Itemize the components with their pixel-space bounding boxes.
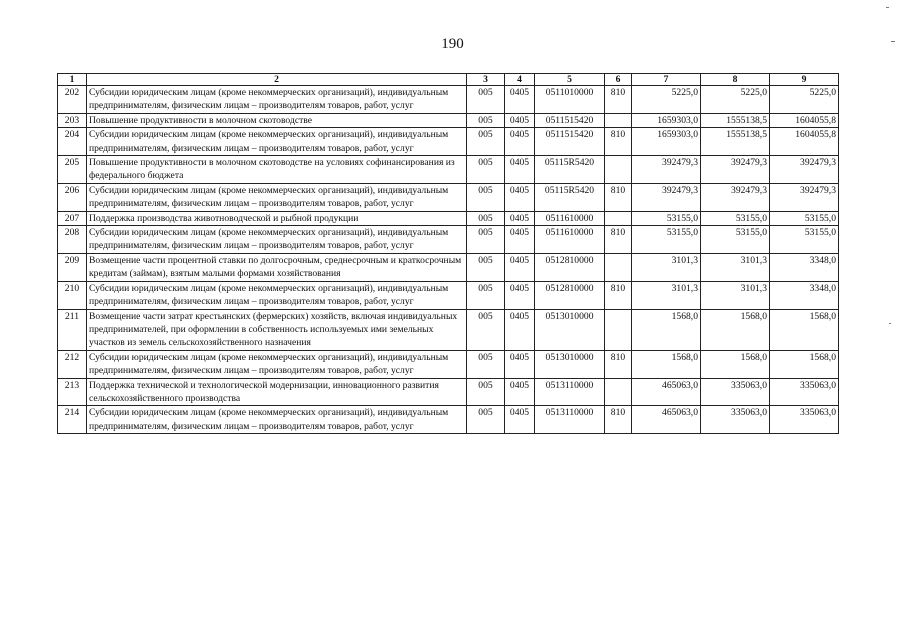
ministry-code-cell: 005 <box>467 226 505 254</box>
amount-cell: 1604055,8 <box>770 128 839 156</box>
amount-cell: 465063,0 <box>632 406 701 434</box>
item-name-cell: Субсидии юридическим лицам (кроме некоммерческих организаций), индивидуальным предпринимателям, физическим лицам – производителям товаров, работ, услуг <box>87 128 467 156</box>
amount-cell: 335063,0 <box>770 378 839 406</box>
item-name-cell: Повышение продуктивности в молочном скотоводстве <box>87 113 467 127</box>
section-code-cell: 0405 <box>505 156 535 184</box>
table-row <box>58 156 839 184</box>
header-cell: 7 <box>632 74 701 86</box>
amount-cell: 1568,0 <box>770 350 839 378</box>
amount-cell: 3348,0 <box>770 253 839 281</box>
amount-cell: 1659303,0 <box>632 128 701 156</box>
amount-cell: 392479,3 <box>701 156 770 184</box>
header-cell: 4 <box>505 74 535 86</box>
row-number-cell: 208 <box>58 226 87 254</box>
amount-cell: 335063,0 <box>701 406 770 434</box>
amount-cell: 1568,0 <box>632 309 701 350</box>
section-code-cell: 0405 <box>505 378 535 406</box>
section-code-cell: 0405 <box>505 113 535 127</box>
row-number-cell: 212 <box>58 350 87 378</box>
target-article-cell: 0513010000 <box>535 309 605 350</box>
scan-speck <box>889 323 891 324</box>
header-cell: 5 <box>535 74 605 86</box>
ministry-code-cell: 005 <box>467 350 505 378</box>
table-row <box>58 113 839 127</box>
ministry-code-cell: 005 <box>467 86 505 114</box>
row-number-cell: 202 <box>58 86 87 114</box>
amount-cell: 1568,0 <box>701 350 770 378</box>
ministry-code-cell: 005 <box>467 309 505 350</box>
header-cell: 1 <box>58 74 87 86</box>
section-code-cell: 0405 <box>505 309 535 350</box>
page-number: 190 <box>441 36 464 52</box>
amount-cell: 5225,0 <box>632 86 701 114</box>
amount-cell: 53155,0 <box>701 211 770 225</box>
target-article-cell: 0511515420 <box>535 113 605 127</box>
header-cell: 8 <box>701 74 770 86</box>
table-row <box>58 128 839 156</box>
expense-type-cell <box>605 309 632 350</box>
amount-cell: 465063,0 <box>632 378 701 406</box>
amount-cell: 1568,0 <box>770 309 839 350</box>
target-article-cell: 0511610000 <box>535 226 605 254</box>
header-cell: 9 <box>770 74 839 86</box>
header-cell: 3 <box>467 74 505 86</box>
item-name-cell: Возмещение части процентной ставки по долгосрочным, среднесрочным и краткосрочным кредитам (займам), взятым малыми формами хозяйствования <box>87 253 467 281</box>
item-name-cell: Субсидии юридическим лицам (кроме некоммерческих организаций), индивидуальным предпринимателям, физическим лицам – производителям товаров, работ, услуг <box>87 406 467 434</box>
row-number-cell: 205 <box>58 156 87 184</box>
row-number-cell: 210 <box>58 281 87 309</box>
target-article-cell: 0511610000 <box>535 211 605 225</box>
row-number-cell: 214 <box>58 406 87 434</box>
expense-type-cell: 810 <box>605 226 632 254</box>
item-name-cell: Возмещение части затрат крестьянских (фермерских) хозяйств, включая индивидуальных предпринимателей, при оформлении в собственность используемых ими земельных участков из земель сельскохозяйственного назначения <box>87 309 467 350</box>
amount-cell: 3348,0 <box>770 281 839 309</box>
header-cell: 2 <box>87 74 467 86</box>
table-row <box>58 183 839 211</box>
target-article-cell: 0511515420 <box>535 128 605 156</box>
ministry-code-cell: 005 <box>467 281 505 309</box>
expense-type-cell: 810 <box>605 86 632 114</box>
amount-cell: 53155,0 <box>770 211 839 225</box>
row-number-cell: 203 <box>58 113 87 127</box>
item-name-cell: Субсидии юридическим лицам (кроме некоммерческих организаций), индивидуальным предпринимателям, физическим лицам – производителям товаров, работ, услуг <box>87 281 467 309</box>
section-code-cell: 0405 <box>505 350 535 378</box>
amount-cell: 53155,0 <box>701 226 770 254</box>
expense-type-cell <box>605 253 632 281</box>
table-row <box>58 86 839 114</box>
item-name-cell: Субсидии юридическим лицам (кроме некоммерческих организаций), индивидуальным предпринимателям, физическим лицам – производителям товаров, работ, услуг <box>87 183 467 211</box>
target-article-cell: 0511010000 <box>535 86 605 114</box>
table-row <box>58 253 839 281</box>
ministry-code-cell: 005 <box>467 211 505 225</box>
amount-cell: 5225,0 <box>701 86 770 114</box>
item-name-cell: Поддержка технической и технологической модернизации, инновационного развития сельскохозяйственного производства <box>87 378 467 406</box>
expense-type-cell <box>605 113 632 127</box>
scan-speck <box>886 7 889 8</box>
amount-cell: 53155,0 <box>770 226 839 254</box>
scan-speck <box>891 41 895 42</box>
target-article-cell: 0513110000 <box>535 406 605 434</box>
amount-cell: 5225,0 <box>770 86 839 114</box>
amount-cell: 53155,0 <box>632 226 701 254</box>
expense-type-cell <box>605 378 632 406</box>
table-row <box>58 406 839 434</box>
ministry-code-cell: 005 <box>467 183 505 211</box>
expense-type-cell <box>605 156 632 184</box>
target-article-cell: 0513010000 <box>535 350 605 378</box>
amount-cell: 1555138,5 <box>701 128 770 156</box>
table-row <box>58 281 839 309</box>
expense-type-cell <box>605 211 632 225</box>
amount-cell: 392479,3 <box>770 183 839 211</box>
table-row <box>58 350 839 378</box>
amount-cell: 53155,0 <box>632 211 701 225</box>
header-cell: 6 <box>605 74 632 86</box>
item-name-cell: Субсидии юридическим лицам (кроме некоммерческих организаций), индивидуальным предпринимателям, физическим лицам – производителям товаров, работ, услуг <box>87 86 467 114</box>
row-number-cell: 204 <box>58 128 87 156</box>
amount-cell: 392479,3 <box>632 156 701 184</box>
target-article-cell: 0512810000 <box>535 253 605 281</box>
amount-cell: 1604055,8 <box>770 113 839 127</box>
ministry-code-cell: 005 <box>467 128 505 156</box>
table-row <box>58 226 839 254</box>
ministry-code-cell: 005 <box>467 406 505 434</box>
amount-cell: 3101,3 <box>632 281 701 309</box>
amount-cell: 335063,0 <box>770 406 839 434</box>
header-row <box>58 74 839 86</box>
item-name-cell: Повышение продуктивности в молочном скотоводстве на условиях софинансирования из федерального бюджета <box>87 156 467 184</box>
ministry-code-cell: 005 <box>467 378 505 406</box>
amount-cell: 3101,3 <box>701 281 770 309</box>
section-code-cell: 0405 <box>505 86 535 114</box>
expense-type-cell: 810 <box>605 350 632 378</box>
amount-cell: 3101,3 <box>701 253 770 281</box>
amount-cell: 335063,0 <box>701 378 770 406</box>
target-article-cell: 05115R5420 <box>535 183 605 211</box>
target-article-cell: 05115R5420 <box>535 156 605 184</box>
expense-type-cell: 810 <box>605 128 632 156</box>
row-number-cell: 207 <box>58 211 87 225</box>
section-code-cell: 0405 <box>505 406 535 434</box>
section-code-cell: 0405 <box>505 226 535 254</box>
budget-table <box>57 73 839 434</box>
table-row <box>58 378 839 406</box>
ministry-code-cell: 005 <box>467 253 505 281</box>
ministry-code-cell: 005 <box>467 156 505 184</box>
target-article-cell: 0512810000 <box>535 281 605 309</box>
table-row <box>58 309 839 350</box>
item-name-cell: Субсидии юридическим лицам (кроме некоммерческих организаций), индивидуальным предпринимателям, физическим лицам – производителям товаров, работ, услуг <box>87 226 467 254</box>
amount-cell: 3101,3 <box>632 253 701 281</box>
section-code-cell: 0405 <box>505 211 535 225</box>
target-article-cell: 0513110000 <box>535 378 605 406</box>
expense-type-cell: 810 <box>605 406 632 434</box>
table-row <box>58 211 839 225</box>
row-number-cell: 211 <box>58 309 87 350</box>
amount-cell: 392479,3 <box>701 183 770 211</box>
section-code-cell: 0405 <box>505 183 535 211</box>
ministry-code-cell: 005 <box>467 113 505 127</box>
section-code-cell: 0405 <box>505 253 535 281</box>
amount-cell: 1659303,0 <box>632 113 701 127</box>
amount-cell: 392479,3 <box>770 156 839 184</box>
row-number-cell: 206 <box>58 183 87 211</box>
amount-cell: 392479,3 <box>632 183 701 211</box>
item-name-cell: Субсидии юридическим лицам (кроме некоммерческих организаций), индивидуальным предпринимателям, физическим лицам – производителям товаров, работ, услуг <box>87 350 467 378</box>
row-number-cell: 213 <box>58 378 87 406</box>
expense-type-cell: 810 <box>605 183 632 211</box>
amount-cell: 1568,0 <box>632 350 701 378</box>
section-code-cell: 0405 <box>505 281 535 309</box>
row-number-cell: 209 <box>58 253 87 281</box>
item-name-cell: Поддержка производства животноводческой и рыбной продукции <box>87 211 467 225</box>
expense-type-cell: 810 <box>605 281 632 309</box>
amount-cell: 1555138,5 <box>701 113 770 127</box>
section-code-cell: 0405 <box>505 128 535 156</box>
amount-cell: 1568,0 <box>701 309 770 350</box>
